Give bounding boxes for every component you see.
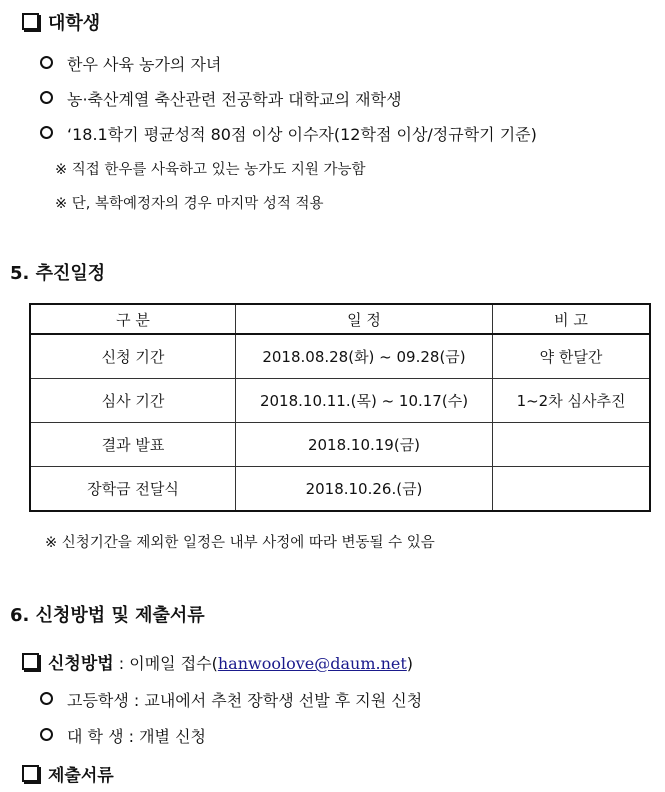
table-header-cell: 비 고 xyxy=(493,304,651,334)
email-link[interactable]: hanwoolove@daum.net xyxy=(217,654,407,673)
table-cell: 약 한달간 xyxy=(493,334,651,379)
circle-bullet-icon xyxy=(40,728,53,741)
list-item-text: 고등학생 : 교내에서 추천 장학생 선발 후 지원 신청 xyxy=(67,691,423,710)
table-row xyxy=(30,467,650,512)
table-cell: 결과 발표 xyxy=(30,423,236,467)
list-item xyxy=(40,52,221,75)
circle-bullet-icon xyxy=(40,91,53,104)
list-item xyxy=(40,122,537,145)
list-item xyxy=(40,688,422,711)
list-item-text: 한우 사육 농가의 자녀 xyxy=(67,55,222,74)
table-header-cell: 일 정 xyxy=(236,304,493,334)
table-cell: 1~2차 심사추진 xyxy=(493,379,651,423)
method-title: 신청방법 xyxy=(48,654,114,674)
checkbox-square-icon xyxy=(22,765,39,782)
table-cell: 신청 기간 xyxy=(30,334,236,379)
list-item-text: 농·축산계열 축산관련 전공학과 대학교의 재학생 xyxy=(67,90,402,109)
circle-bullet-icon xyxy=(40,126,53,139)
section-univ-title xyxy=(22,9,100,35)
table-cell: 2018.10.11.(목) ~ 10.17(수) xyxy=(236,379,493,423)
section-6-heading: 6. 신청방법 및 제출서류 xyxy=(10,605,205,626)
table-row xyxy=(30,334,650,379)
list-item xyxy=(40,87,402,110)
table-cell: 2018.08.28(화) ~ 09.28(금) xyxy=(236,334,493,379)
method-text-suffix: ) xyxy=(406,654,414,673)
table-cell: 심사 기간 xyxy=(30,379,236,423)
method-text-prefix: : 이메일 접수( xyxy=(113,654,218,673)
docs-title-line xyxy=(22,761,114,786)
schedule-note: ※ 신청기간을 제외한 일정은 내부 사정에 따라 변동될 수 있음 xyxy=(45,535,435,551)
table-cell xyxy=(493,467,651,512)
list-item-text: 대 학 생 : 개별 신청 xyxy=(67,727,207,746)
table-cell xyxy=(493,423,651,467)
table-header-cell: 구 분 xyxy=(30,304,236,334)
table-row xyxy=(30,379,650,423)
docs-title: 제출서류 xyxy=(48,766,114,786)
checkbox-square-icon xyxy=(22,13,39,30)
section-5-heading: 5. 추진일정 xyxy=(10,263,106,284)
list-item xyxy=(40,724,206,747)
table-cell: 2018.10.19(금) xyxy=(236,423,493,467)
checkbox-square-icon xyxy=(22,653,39,670)
list-item-text: ‘18.1학기 평균성적 80점 이상 이수자(12학점 이상/정규학기 기준) xyxy=(67,125,537,144)
method-line xyxy=(22,649,413,674)
note-line: ※ 직접 한우를 사육하고 있는 농가도 지원 가능함 xyxy=(55,162,366,178)
table-header-row xyxy=(30,304,650,334)
table-row xyxy=(30,423,650,467)
univ-title-text: 대학생 xyxy=(48,13,101,34)
table-cell: 2018.10.26.(금) xyxy=(236,467,493,512)
schedule-table xyxy=(29,303,651,512)
note-line: ※ 단, 복학예정자의 경우 마지막 성적 적용 xyxy=(55,196,324,212)
circle-bullet-icon xyxy=(40,56,53,69)
circle-bullet-icon xyxy=(40,692,53,705)
table-cell: 장학금 전달식 xyxy=(30,467,236,512)
